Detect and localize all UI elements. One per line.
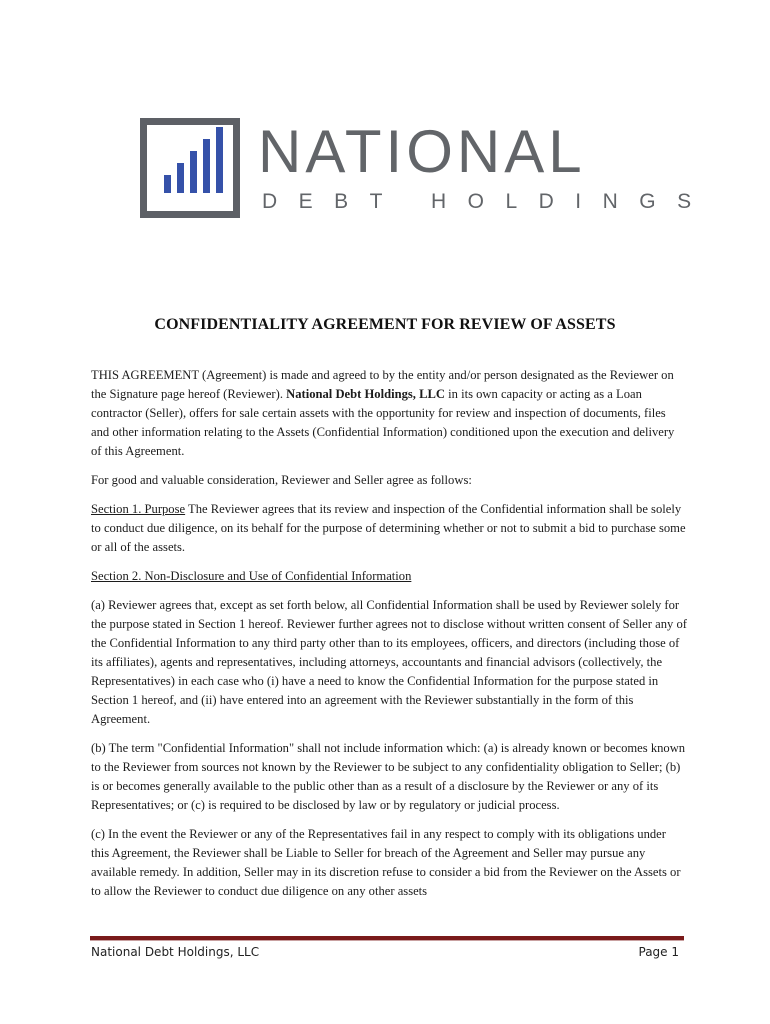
logo-wordmark-name: NATIONAL xyxy=(258,118,586,185)
intro-text-start: THIS AGREEMENT (Agreement) is made and agreed to by the entity and/or person designated as the Reviewer on the Signature page hereof (Reviewer). xyxy=(91,368,674,401)
logo-bar xyxy=(203,139,210,193)
logo-bar xyxy=(216,127,223,193)
footer-page-number: Page 1 xyxy=(638,945,679,959)
section-2-heading: Section 2. Non-Disclosure and Use of Confidential Information xyxy=(91,569,412,583)
footer-company: National Debt Holdings, LLC xyxy=(91,945,260,959)
document-title: CONFIDENTIALITY AGREEMENT FOR REVIEW OF ASSETS xyxy=(154,316,616,333)
section-1-text: The Reviewer agrees that its review and inspection of the Confidential information shall be solely to conduct due diligence, on its behalf for the purpose of determining whether or not to submit a bid to purchase some or all of the assets. xyxy=(91,502,686,554)
section-1-paragraph xyxy=(91,500,687,557)
agreement-body xyxy=(91,366,687,911)
intro-paragraph xyxy=(91,366,687,461)
footer-divider xyxy=(90,936,684,941)
logo-wordmark-subname: DEBT HOLDINGS xyxy=(262,190,713,213)
section-2-paragraph-a: (a) Reviewer agrees that, except as set forth below, all Confidential Information shall be used by Reviewer solely for the purpose stated in Section 1 hereof. Reviewer further agrees not to disclose without written consent of Seller any of the Confidential Information to any third party other than to its employees, officers, and directors (including those of its affiliates), agents and representatives, including attorneys, accountants and financial advisors (collectively, the Representatives) in each case who (i) have a need to know the Confidential Information for the purpose stated in Section 1 hereof, and (ii) have entered into an agreement with the Reviewer substantially in the form of this Agreement. xyxy=(91,598,687,726)
section-2-paragraph-c: (c) In the event the Reviewer or any of the Representatives fail in any respect to comply with its obligations under this Agreement, the Reviewer shall be Liable to Seller for breach of the Agreement and Seller may pursue any available remedy. In addition, Seller may in its discretion refuse to consider a bid from the Reviewer on the Assets or to allow the Reviewer to conduct due diligence on any other assets xyxy=(91,827,681,898)
section-1-heading: Section 1. Purpose xyxy=(91,502,186,516)
section-2-heading-paragraph xyxy=(91,567,687,586)
intro-text-end: in its own capacity or acting as a Loan contractor (Seller), offers for sale certain assets with the opportunity for review and inspection of documents, files and other information relating to the Assets (Confidential Information) conditioned upon the execution and delivery of this Agreement. xyxy=(91,387,675,458)
section-2-paragraph-b: (b) The term "Confidential Information" shall not include information which: (a) is already known or becomes known to the Reviewer from sources not known by the Reviewer to be subject to any confidentiality obligation to Seller; (b) is or becomes generally available to the public other than as a result of a disclosure by the Reviewer or any of its Representatives; or (c) is required to be disclosed by law or by regulatory or judicial process. xyxy=(91,741,686,812)
consideration-paragraph: For good and valuable consideration, Reviewer and Seller agree as follows: xyxy=(91,473,472,487)
ascending-bars-logo-icon xyxy=(140,118,240,218)
seller-name: National Debt Holdings, LLC xyxy=(286,387,445,401)
logo-bar xyxy=(190,151,197,193)
logo-bar xyxy=(164,175,171,193)
company-logo xyxy=(140,118,713,226)
logo-bar xyxy=(177,163,184,193)
